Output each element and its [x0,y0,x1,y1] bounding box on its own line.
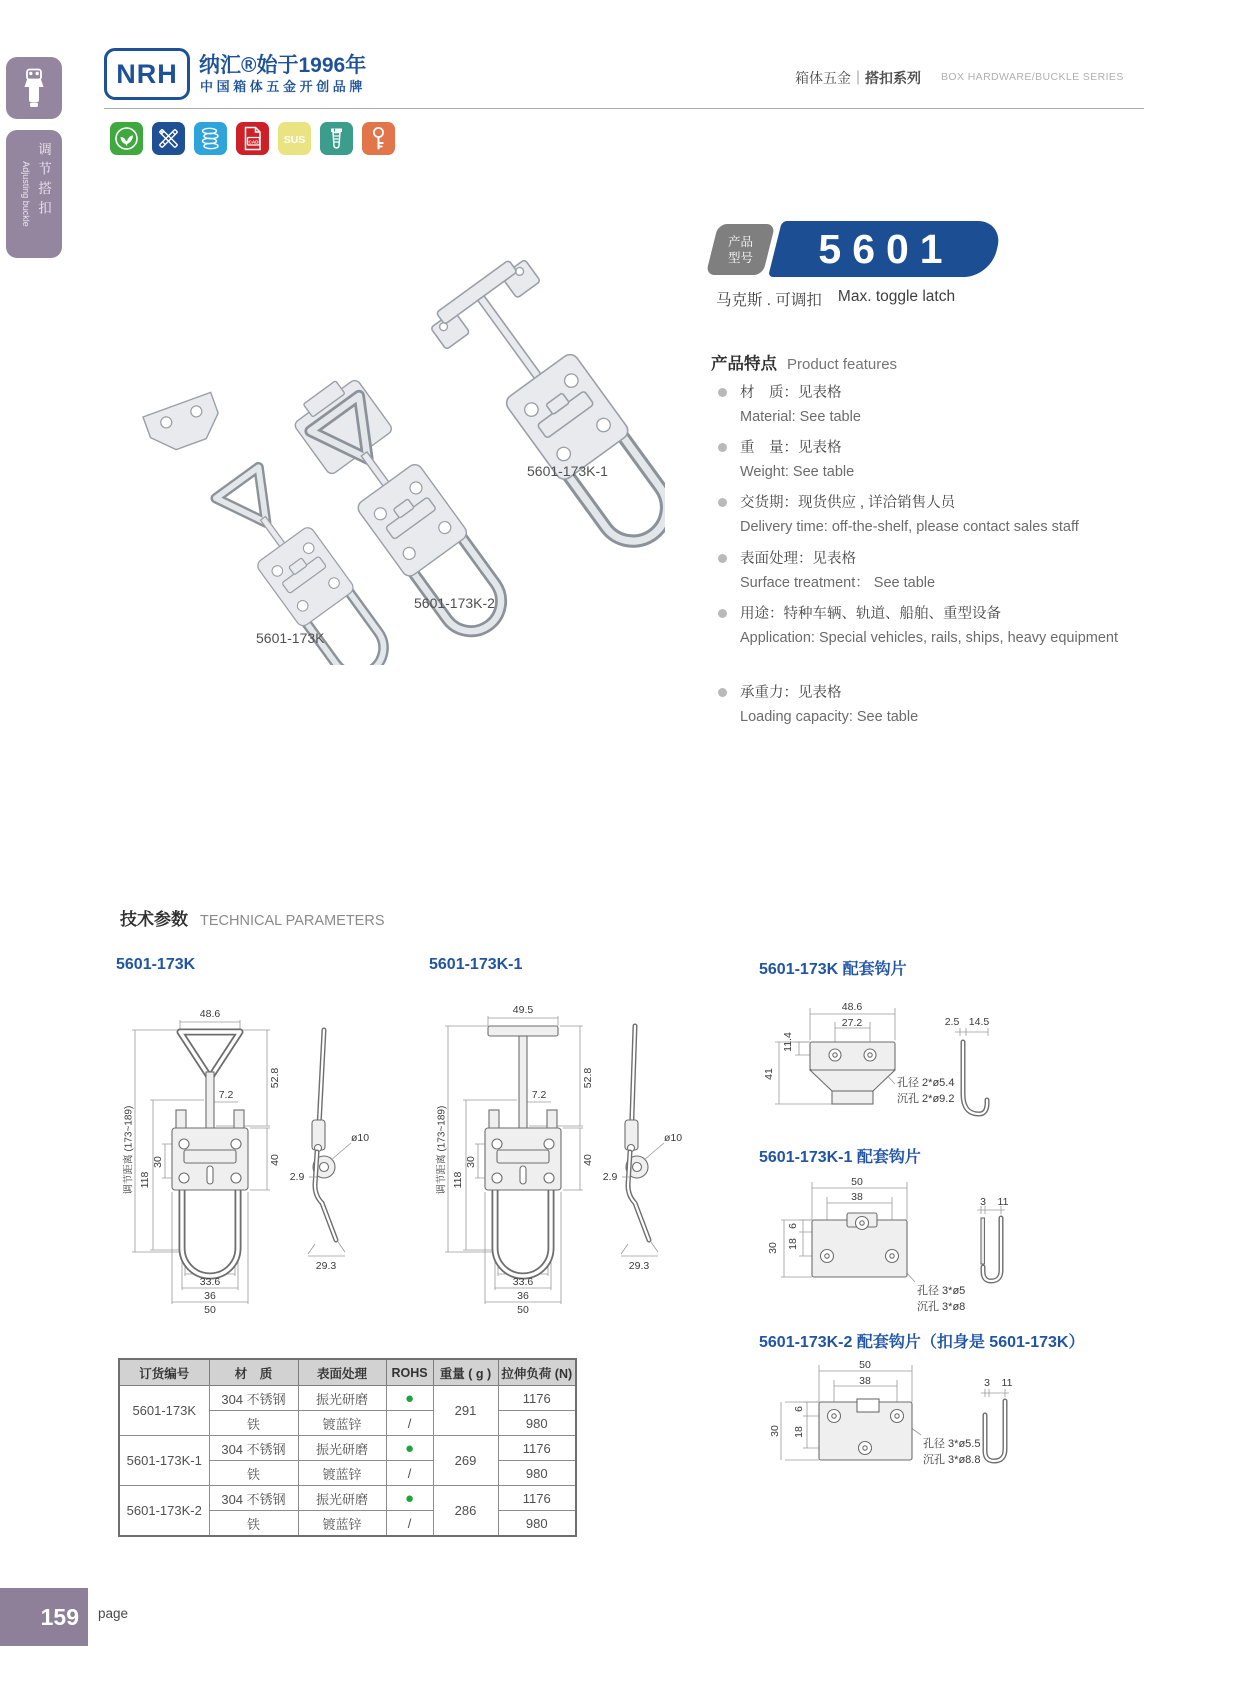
cell-surface: 振光研磨 [298,1386,386,1411]
model-number: 5601 [818,225,954,272]
cell-weight: 286 [433,1486,498,1537]
dim-label: 48.6 [199,1008,221,1020]
cell-rohs: / [386,1461,433,1486]
dim-label: 33.6 [512,1276,534,1288]
dim-label: 2.5 [944,1016,960,1028]
cell-material: 304 不锈钢 [209,1486,298,1511]
hook-plate-photo [143,392,225,456]
dim-label: 41 [763,1068,775,1080]
column-header: 拉伸负荷 (N) [498,1359,576,1386]
features-title [711,350,897,374]
nrh-logo [104,48,190,100]
feature-en: Weight: See table [740,464,855,480]
page-number: 159 [40,1603,79,1630]
cell-material: 铁 [209,1411,298,1436]
drawing-title: 5601-173K-2 配套钩片（扣身是 5601-173K） [759,1334,1085,1351]
dim-label: 18 [793,1426,805,1438]
dim-label: 118 [452,1171,464,1189]
eco-leaf-icon [110,122,143,155]
cell-model: 5601-173K-1 [119,1436,209,1486]
cell-load: 980 [498,1511,576,1537]
product-subtitle-en: Max. toggle latch [837,288,956,305]
dim-label: 30 [767,1242,779,1254]
feature-en: Loading capacity: See table [740,709,919,725]
column-header: 表面处理 [298,1359,386,1386]
drawing-title: 5601-173K-1 [429,956,523,973]
dim-label: 30 [465,1156,477,1168]
dim-label: 6 [793,1406,805,1412]
dim-label: 2.9 [289,1171,305,1183]
latch-icon [21,67,47,109]
design-tools-icon [152,122,185,155]
column-header: ROHS [386,1359,433,1386]
feature-cn: 用途：特种车辆、轨道、船舶、重型设备 [740,606,1001,622]
bullet-icon [718,443,727,452]
sus-label: SUS [283,133,306,146]
product-photo-group [105,235,665,665]
cell-model: 5601-173K-2 [119,1486,209,1537]
technical-drawing-hook [755,1357,1235,1507]
dim-label: 50 [859,1359,871,1371]
series-divider: ｜ [851,70,865,86]
technical-title-en: TECHNICAL PARAMETERS [200,913,385,929]
dim-label: 30 [152,1156,164,1168]
dim-label: 14.5 [968,1016,990,1028]
dim-label: 3 [984,1377,990,1389]
dim-label: 50 [204,1304,216,1316]
sidebar-label-cn: 调节搭扣 [36,142,51,220]
dim-label: ø10 [350,1132,370,1144]
dim-label: 29.3 [628,1260,650,1272]
spec-table [118,1358,577,1537]
feature-en: Surface treatment： See table [740,575,936,591]
drawing-block-hook-5601-173k [755,952,1095,1137]
table-row [119,1436,576,1461]
table-header-row [119,1359,576,1386]
feature-item [712,548,1142,593]
logo-text: NRH [116,58,178,89]
features-title-cn: 产品特点 [711,355,777,373]
cell-load: 1176 [498,1436,576,1461]
product-subtitle-cn: 马克斯 . 可调扣 [716,292,822,309]
series-right: 搭扣系列 [865,70,921,86]
bullet-icon [718,498,727,507]
technical-title-cn: 技术参数 [120,910,188,929]
dim-label: 3 [980,1196,986,1208]
dim-label: 18 [787,1238,799,1250]
cell-material: 铁 [209,1511,298,1537]
dim-label: 调节距离 (173~189) [123,1105,135,1195]
dim-label: 2.9 [602,1171,618,1183]
sidebar-category-label-tab [6,130,62,258]
feature-item [712,682,1142,727]
cell-load: 1176 [498,1386,576,1411]
feature-item [712,437,1142,482]
sus-material-icon [278,122,311,155]
spring-icon [194,122,227,155]
dim-label: 36 [517,1290,529,1302]
cell-surface: 镀蓝锌 [298,1411,386,1436]
cell-load: 980 [498,1411,576,1436]
page-label: page [98,1606,129,1621]
dim-label: 6 [787,1223,799,1229]
technical-drawing-hook [755,994,1085,1134]
hole-note: 孔径 2*ø5.4 [897,1077,955,1089]
feature-item [712,492,1142,537]
cell-rohs: / [386,1511,433,1537]
feature-en: Application: Special vehicles, rails, ships, heavy equipment [740,630,1119,646]
cell-load: 980 [498,1461,576,1486]
dim-label: 7.2 [218,1089,234,1101]
series-title-en: BOX HARDWARE/BUCKLE SERIES [941,71,1124,83]
feature-cn: 材 质：见表格 [740,385,842,401]
cell-rohs: ● [386,1436,433,1461]
latch-photo-5601-173k-1 [425,252,665,569]
badge-line2: 型号 [727,250,753,265]
drawing-block-5601-173k [112,952,392,1327]
photo-label: 5601-173K [256,630,325,646]
hole-note: 沉孔 2*ø9.2 [897,1093,955,1105]
drawing-block-5601-173k-1 [425,952,705,1327]
cell-material: 304 不锈钢 [209,1436,298,1461]
sidebar-category-icon-tab [6,57,62,119]
brand-title: 纳汇®始于1996年 [199,54,367,77]
dim-label: 29.3 [315,1260,337,1272]
cell-load: 1176 [498,1486,576,1511]
product-subtitle [716,288,955,310]
header-divider [104,108,1144,109]
series-title-cn [795,68,921,88]
dim-label: 11 [1001,1377,1013,1389]
cell-surface: 镀蓝锌 [298,1511,386,1537]
brand-subtitle: 中国箱体五金开创品牌 [200,79,367,94]
dim-label: 33.6 [199,1276,221,1288]
table-row [119,1386,576,1411]
photo-label: 5601-173K-2 [414,595,495,611]
bullet-icon [718,688,727,697]
model-badge-label [706,224,776,275]
bullet-icon [718,388,727,397]
drawing-title: 5601-173K 配套钩片 [759,961,907,978]
drawing-block-hook-5601-173k-2 [755,1325,1235,1510]
column-header: 材 质 [209,1359,298,1386]
cell-material: 铁 [209,1461,298,1486]
screw-icon [320,122,353,155]
dim-label: 40 [269,1154,281,1166]
model-badge-label-text [712,224,769,275]
dim-label: 38 [851,1191,863,1203]
cell-model: 5601-173K [119,1386,209,1436]
drawing-block-hook-5601-173k-1 [755,1140,1095,1322]
cell-surface: 振光研磨 [298,1486,386,1511]
feature-cn: 表面处理：见表格 [740,551,856,567]
feature-en: Delivery time: off-the-shelf, please contact sales staff [740,519,1079,535]
sidebar-label-en: Adjusting buckle [21,161,31,227]
cad-file-icon [236,122,269,155]
cell-rohs: / [386,1411,433,1436]
cell-rohs: ● [386,1486,433,1511]
dim-label: 50 [517,1304,529,1316]
dim-label: 11.4 [782,1032,794,1052]
dim-label: 52.8 [582,1067,594,1089]
hole-note: 沉孔 3*ø8.8 [923,1454,981,1466]
cell-material: 304 不锈钢 [209,1386,298,1411]
column-header: 订货编号 [119,1359,209,1386]
table-row [119,1486,576,1511]
dim-label: 30 [769,1425,781,1437]
dim-label: 调节距离 (173~189) [436,1105,448,1195]
cell-surface: 镀蓝锌 [298,1461,386,1486]
dim-label: 7.2 [531,1089,547,1101]
drawing-title: 5601-173K-1 配套钩片 [759,1149,921,1166]
bullet-icon [718,554,727,563]
photo-label: 5601-173K-1 [527,463,608,479]
hole-note: 孔径 3*ø5 [917,1285,966,1297]
dim-label: 48.6 [841,1001,863,1013]
key-icon [362,122,395,155]
badge-line1: 产品 [727,234,753,249]
cell-surface: 振光研磨 [298,1436,386,1461]
features-title-en: Product features [787,356,898,373]
dim-label: 40 [582,1154,594,1166]
dim-label: 49.5 [512,1004,534,1016]
dim-label: 118 [139,1171,151,1189]
cad-label: CAD [248,139,259,145]
cell-weight: 291 [433,1386,498,1436]
dim-label: 52.8 [269,1067,281,1089]
dim-label: 38 [859,1375,871,1387]
model-badge [768,221,1004,277]
bullet-icon [718,609,727,618]
dim-label: 36 [204,1290,216,1302]
dim-label: 27.2 [841,1017,863,1029]
dim-label: ø10 [663,1132,683,1144]
feature-cn: 交货期：现货供应 , 详洽销售人员 [740,495,956,511]
column-header: 重量 ( g ) [433,1359,498,1386]
drawing-title: 5601-173K [116,956,196,973]
page-number-box [0,1588,88,1646]
cell-weight: 269 [433,1436,498,1486]
feature-cn: 重 量：见表格 [740,440,842,456]
feature-cn: 承重力：见表格 [740,685,842,701]
hole-note: 沉孔 3*ø8 [917,1301,966,1313]
dim-label: 50 [851,1176,863,1188]
series-left: 箱体五金 [795,70,851,86]
cell-rohs: ● [386,1386,433,1411]
dim-label: 11 [997,1196,1009,1208]
technical-title [120,905,385,930]
feature-item [712,382,1142,427]
feature-en: Material: See table [740,409,861,425]
feature-item [712,603,1142,648]
hole-note: 孔径 3*ø5.5 [923,1438,981,1450]
